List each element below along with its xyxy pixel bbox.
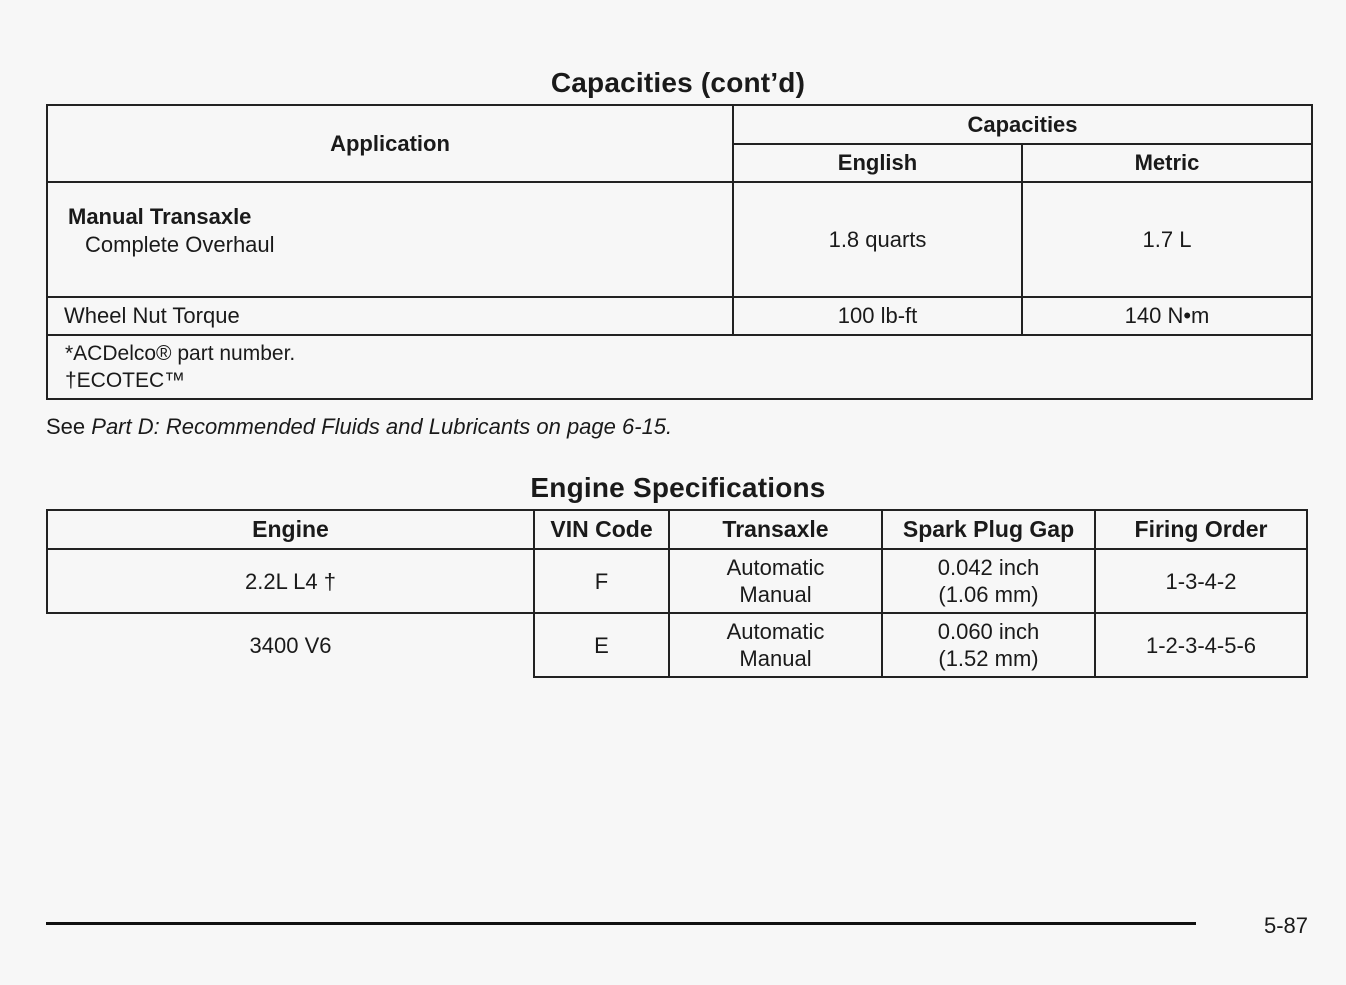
vin-cell: F: [534, 549, 669, 613]
see-reference: Part D: Recommended Fluids and Lubricants on page 6-15.: [91, 414, 673, 439]
table-row: [47, 613, 1307, 677]
engine-cell: 2.2L L4 †: [47, 549, 534, 613]
table-row: [47, 297, 1312, 335]
header-vin-code: VIN Code: [534, 510, 669, 549]
header-engine: Engine: [47, 510, 534, 549]
metric-value: 1.7 L: [1022, 182, 1312, 297]
transaxle-cell: [669, 549, 882, 613]
header-capacities: Capacities: [733, 105, 1312, 144]
transaxle-cell: [669, 613, 882, 677]
table-row: [47, 549, 1307, 613]
application-name: Manual Transaxle: [68, 204, 252, 229]
transaxle-manual: Manual: [739, 582, 812, 607]
application-name: Wheel Nut Torque: [47, 297, 733, 335]
table-row: [47, 182, 1312, 297]
header-metric: Metric: [1022, 144, 1312, 182]
gap-mm: (1.06 mm): [938, 582, 1039, 607]
transaxle-automatic: Automatic: [726, 555, 825, 580]
gap-mm: (1.52 mm): [938, 646, 1039, 671]
vin-cell: E: [534, 613, 669, 677]
header-english: English: [733, 144, 1022, 182]
metric-value: 140 N•m: [1022, 297, 1312, 335]
english-value: 1.8 quarts: [733, 182, 1022, 297]
header-firing-order: Firing Order: [1095, 510, 1307, 549]
engine-specs-title: Engine Specifications: [530, 472, 826, 503]
footnotes-cell: [47, 335, 1312, 399]
gap-inch: 0.060 inch: [937, 619, 1040, 644]
english-value: 100 lb-ft: [733, 297, 1022, 335]
page-number: 5-87: [1263, 913, 1308, 938]
header-row: [47, 510, 1307, 549]
footnote-row: [47, 335, 1312, 399]
footer-rule: [46, 922, 1196, 925]
application-cell: [47, 182, 733, 297]
transaxle-manual: Manual: [739, 646, 812, 671]
header-spark-plug-gap: Spark Plug Gap: [882, 510, 1095, 549]
application-detail: Complete Overhaul: [85, 232, 275, 257]
footnote-ecotec: †ECOTEC™: [65, 369, 186, 392]
header-application: Application: [47, 105, 733, 182]
gap-cell: [882, 613, 1095, 677]
footnote-acdelco: *ACDelco® part number.: [65, 342, 296, 365]
header-transaxle: Transaxle: [669, 510, 882, 549]
engine-specs-table: [46, 509, 1308, 678]
capacities-title: Capacities (cont’d): [550, 67, 806, 98]
firing-order-cell: 1-2-3-4-5-6: [1095, 613, 1307, 677]
gap-inch: 0.042 inch: [937, 555, 1040, 580]
cross-reference-note: [46, 414, 672, 440]
capacities-table: [46, 104, 1313, 400]
firing-order-cell: 1-3-4-2: [1095, 549, 1307, 613]
engine-cell: 3400 V6: [47, 613, 534, 677]
gap-cell: [882, 549, 1095, 613]
transaxle-automatic: Automatic: [726, 619, 825, 644]
see-prefix: See: [46, 414, 92, 439]
